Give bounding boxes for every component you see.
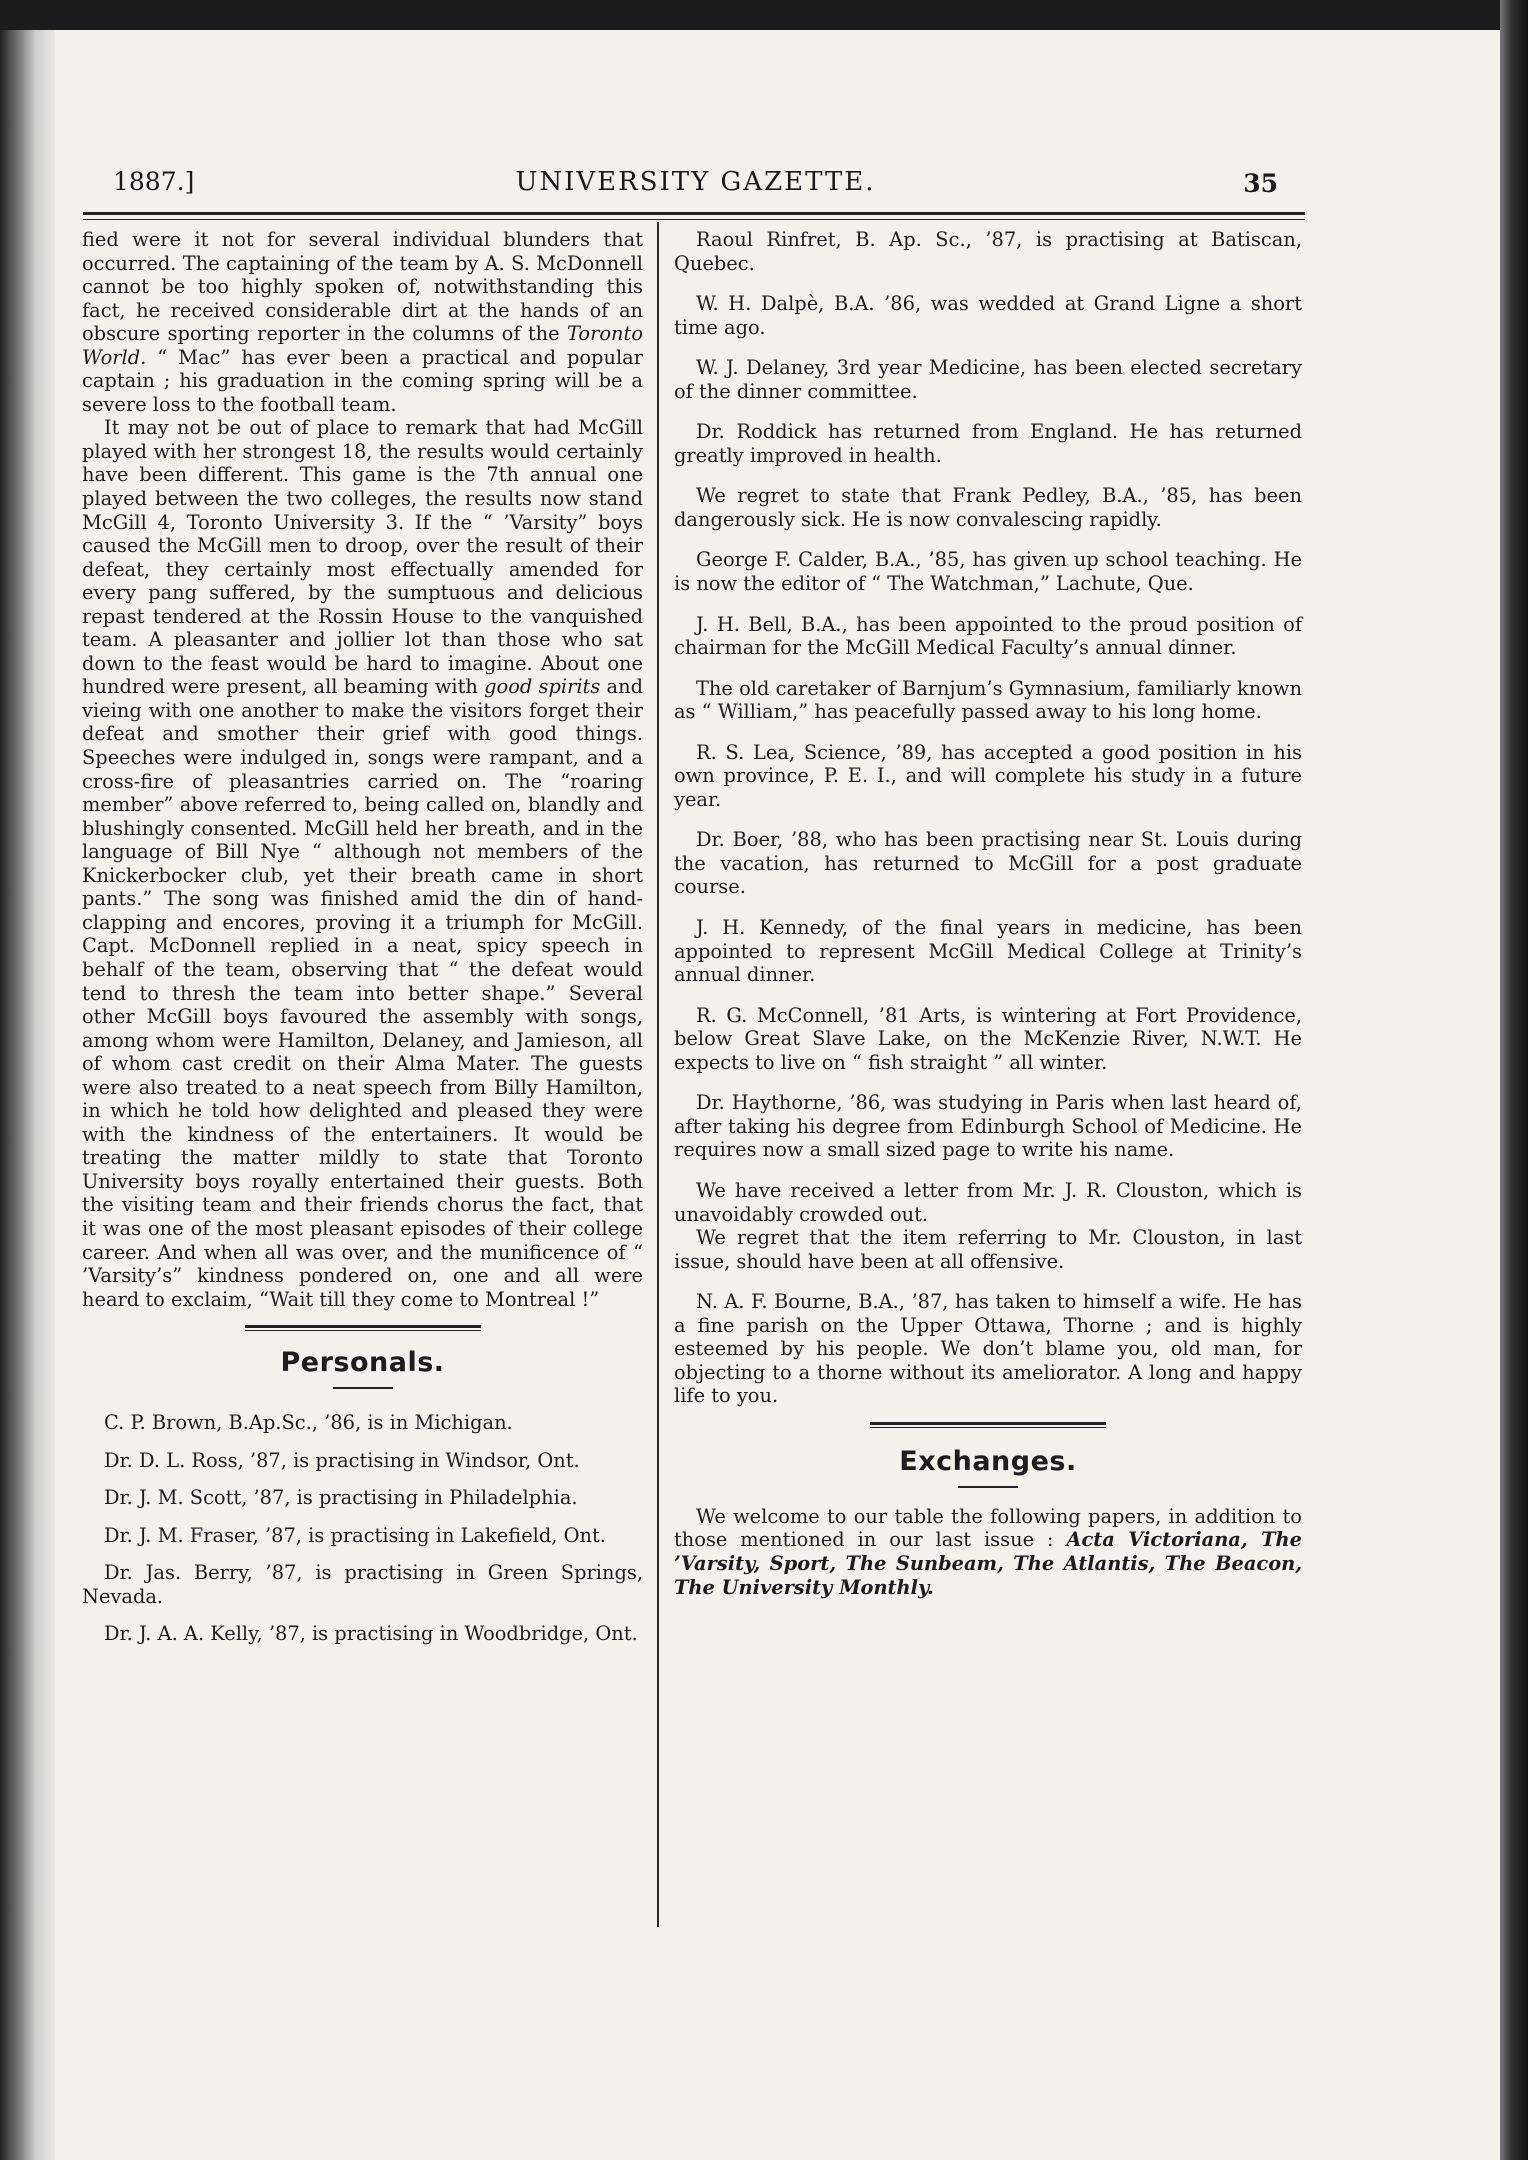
- news-item: W. H. Dalpè, B.A. ’86, was wedded at Grand Ligne a short time ago.: [674, 292, 1302, 339]
- personal-item: Dr. D. L. Ross, ’87, is practising in Windsor, Ont.: [104, 1448, 580, 1472]
- column-divider: [657, 222, 659, 1927]
- football-paragraph-1: [82, 228, 643, 416]
- header-title: UNIVERSITY GAZETTE.: [515, 167, 876, 197]
- news-item: Raoul Rinfret, B. Ap. Sc., ’87, is practising at Batiscan, Quebec.: [674, 228, 1302, 275]
- news-item: J. H. Bell, B.A., has been appointed to the proud position of chairman for the McGill Medical Faculty’s annual dinner.: [674, 612, 1302, 660]
- section-divider: [870, 1422, 1106, 1428]
- italic-phrase: good spirits: [484, 675, 601, 699]
- header-year: 1887.]: [113, 167, 195, 196]
- news-item: J. H. Kennedy, of the final years in medicine, has been appointed to represent McGill Medical College at Trinity’s annual dinner.: [674, 916, 1302, 987]
- news-item: The old caretaker of Barnjum’s Gymnasium, familiarly known as “ William,” has peacefully passed away to his long home.: [674, 676, 1302, 724]
- newspaper-name: Toronto World.: [82, 322, 643, 369]
- text-run: It may not be out of place to remark that had McGill played with her strongest 18, the results would certainly have been different. This game is the 7th annual one played between the two colleges, the results now stand McGill 4, Toronto University 3. If the “ ’Varsity” boys caused the McGill men to droop, over the result of their defeat, they certainly most effectually amended for every pang suffered, by the sumptuous and delicious repast tendered at the Rossin House to the vanquished team. A pleasanter and jollier lot than those who sat down to the feast would be hard to imagine. About one hundred were present, all beaming with: [82, 416, 643, 699]
- heading-underline: [958, 1486, 1018, 1488]
- news-item: Dr. Haythorne, ’86, was studying in Paris when last heard of, after taking his degree from Edinburgh School of Medicine. He requires now a small sized page to write his name.: [674, 1091, 1302, 1162]
- news-item: We regret to state that Frank Pedley, B.A., ’85, has been dangerously sick. He is now convalescing rapidly.: [674, 484, 1302, 531]
- exchanges-paragraph: [674, 1505, 1302, 1599]
- football-paragraph-2: [82, 416, 643, 1311]
- news-item: R. S. Lea, Science, ’89, has accepted a good position in his own province, P. E. I., and will complete his study in a future year.: [674, 740, 1302, 811]
- heading-underline: [333, 1387, 393, 1389]
- page-edge: [1500, 0, 1528, 2160]
- news-item: W. J. Delaney, 3rd year Medicine, has been elected secretary of the dinner committee.: [674, 356, 1302, 403]
- personal-item: Dr. J. M. Fraser, ’87, is practising in Lakefield, Ont.: [104, 1523, 606, 1547]
- news-item: R. G. McConnell, ’81 Arts, is wintering at Fort Providence, below Great Slave Lake, on the McKenzie River, N.W.T. He expects to live on “ fish straight ” all winter.: [674, 1003, 1302, 1074]
- text-run: We welcome to our table the following papers, in addition to those mentioned in our last issue :: [674, 1504, 1302, 1552]
- news-item: We regret that the item referring to Mr. Clouston, in last issue, should have been at all offensive.: [674, 1226, 1302, 1273]
- personal-item: C. P. Brown, B.Ap.Sc., ’86, is in Michigan.: [104, 1411, 513, 1435]
- news-item: Dr. Roddick has returned from England. He has returned greatly improved in health.: [674, 420, 1302, 467]
- text-run: and vieing with one another to make the visitors forget their defeat and smother their grief with good things. Speeches were indulged in, songs were rampant, and a cross-fire of pleasantries carried on. The “roaring member” above referred to, being called on, blandly and blushingly consented. McGill held her breath, and in the language of Bill Nye “ although not members of the Knickerbocker club, yet their breath came in short pants.” The song was finished amid the din of hand-clapping and encores, proving it a triumph for McGill. Capt. McDonnell replied in a neat, spicy speech in behalf of the team, observing that “ the defeat would tend to thresh the team into better shape.” Several other McGill boys favoured the assembly with songs, among whom were Hamilton, Delaney, and Jamieson, all of whom cast credit on their Alma Mater. The guests were also treated to a neat speech from Billy Hamilton, in which he told how delighted and pleased they were with the kindness of the entertainers. It would be treating the matter mildly to state that Toronto University boys royally entertained their guests. Both the visiting team and their friends chorus the fact, that it was one of the most pleasant episodes of their college career. And when all was over, and the munificence of “ ’Varsity’s” kindness pondered on, one and all were heard to exclaim, “Wait till they come to Montreal !”: [82, 675, 643, 1311]
- news-item: N. A. F. Bourne, B.A., ’87, has taken to himself a wife. He has a fine parish on the Upper Ottawa, Thorne ; and is highly esteemed by his people. We don’t blame you, old man, for objecting to a thorne without its ameliorator. A long and happy life to you.: [674, 1290, 1302, 1408]
- page-binding-shadow: [0, 30, 60, 2160]
- text-run: fied were it not for several individual blunders that occurred. The captaining of the team by A. S. McDonnell cannot be too highly spoken of, notwithstanding this fact, he received considerable dirt at the hands of an obscure sporting reporter in the columns of the: [82, 228, 643, 346]
- personal-item: Dr. Jas. Berry, ’87, is practising in Green Springs, Nevada.: [82, 1561, 643, 1608]
- paper-titles: Acta Victoriana, The ’Varsity, Sport, The Sunbeam, The Atlantis, The Beacon, The University Monthly.: [674, 1528, 1302, 1599]
- left-column: [82, 228, 643, 1646]
- personals-heading: Personals.: [280, 1347, 445, 1379]
- news-item: Dr. Boer, ’88, who has been practising near St. Louis during the vacation, has returned to McGill for a post graduate course.: [674, 828, 1302, 899]
- right-column: [674, 228, 1302, 1599]
- personal-item: Dr. J. M. Scott, ’87, is practising in Philadelphia.: [104, 1486, 578, 1510]
- news-item: We have received a letter from Mr. J. R. Clouston, which is unavoidably crowded out.: [674, 1178, 1302, 1226]
- text-run: “ Mac” has ever been a practical and popular captain ; his graduation in the coming spring will be a severe loss to the football team.: [82, 345, 643, 416]
- page-number: 35: [1243, 169, 1278, 198]
- header-rule: [83, 212, 1305, 215]
- running-header: [113, 167, 1278, 217]
- section-divider: [245, 1325, 481, 1331]
- header-rule-thin: [83, 219, 1305, 220]
- personal-item: Dr. J. A. A. Kelly, ’87, is practising in Woodbridge, Ont.: [104, 1622, 638, 1646]
- exchanges-heading: Exchanges.: [899, 1445, 1077, 1477]
- news-item: George F. Calder, B.A., ’85, has given up school teaching. He is now the editor of “ The Watchman,” Lachute, Que.: [674, 548, 1302, 596]
